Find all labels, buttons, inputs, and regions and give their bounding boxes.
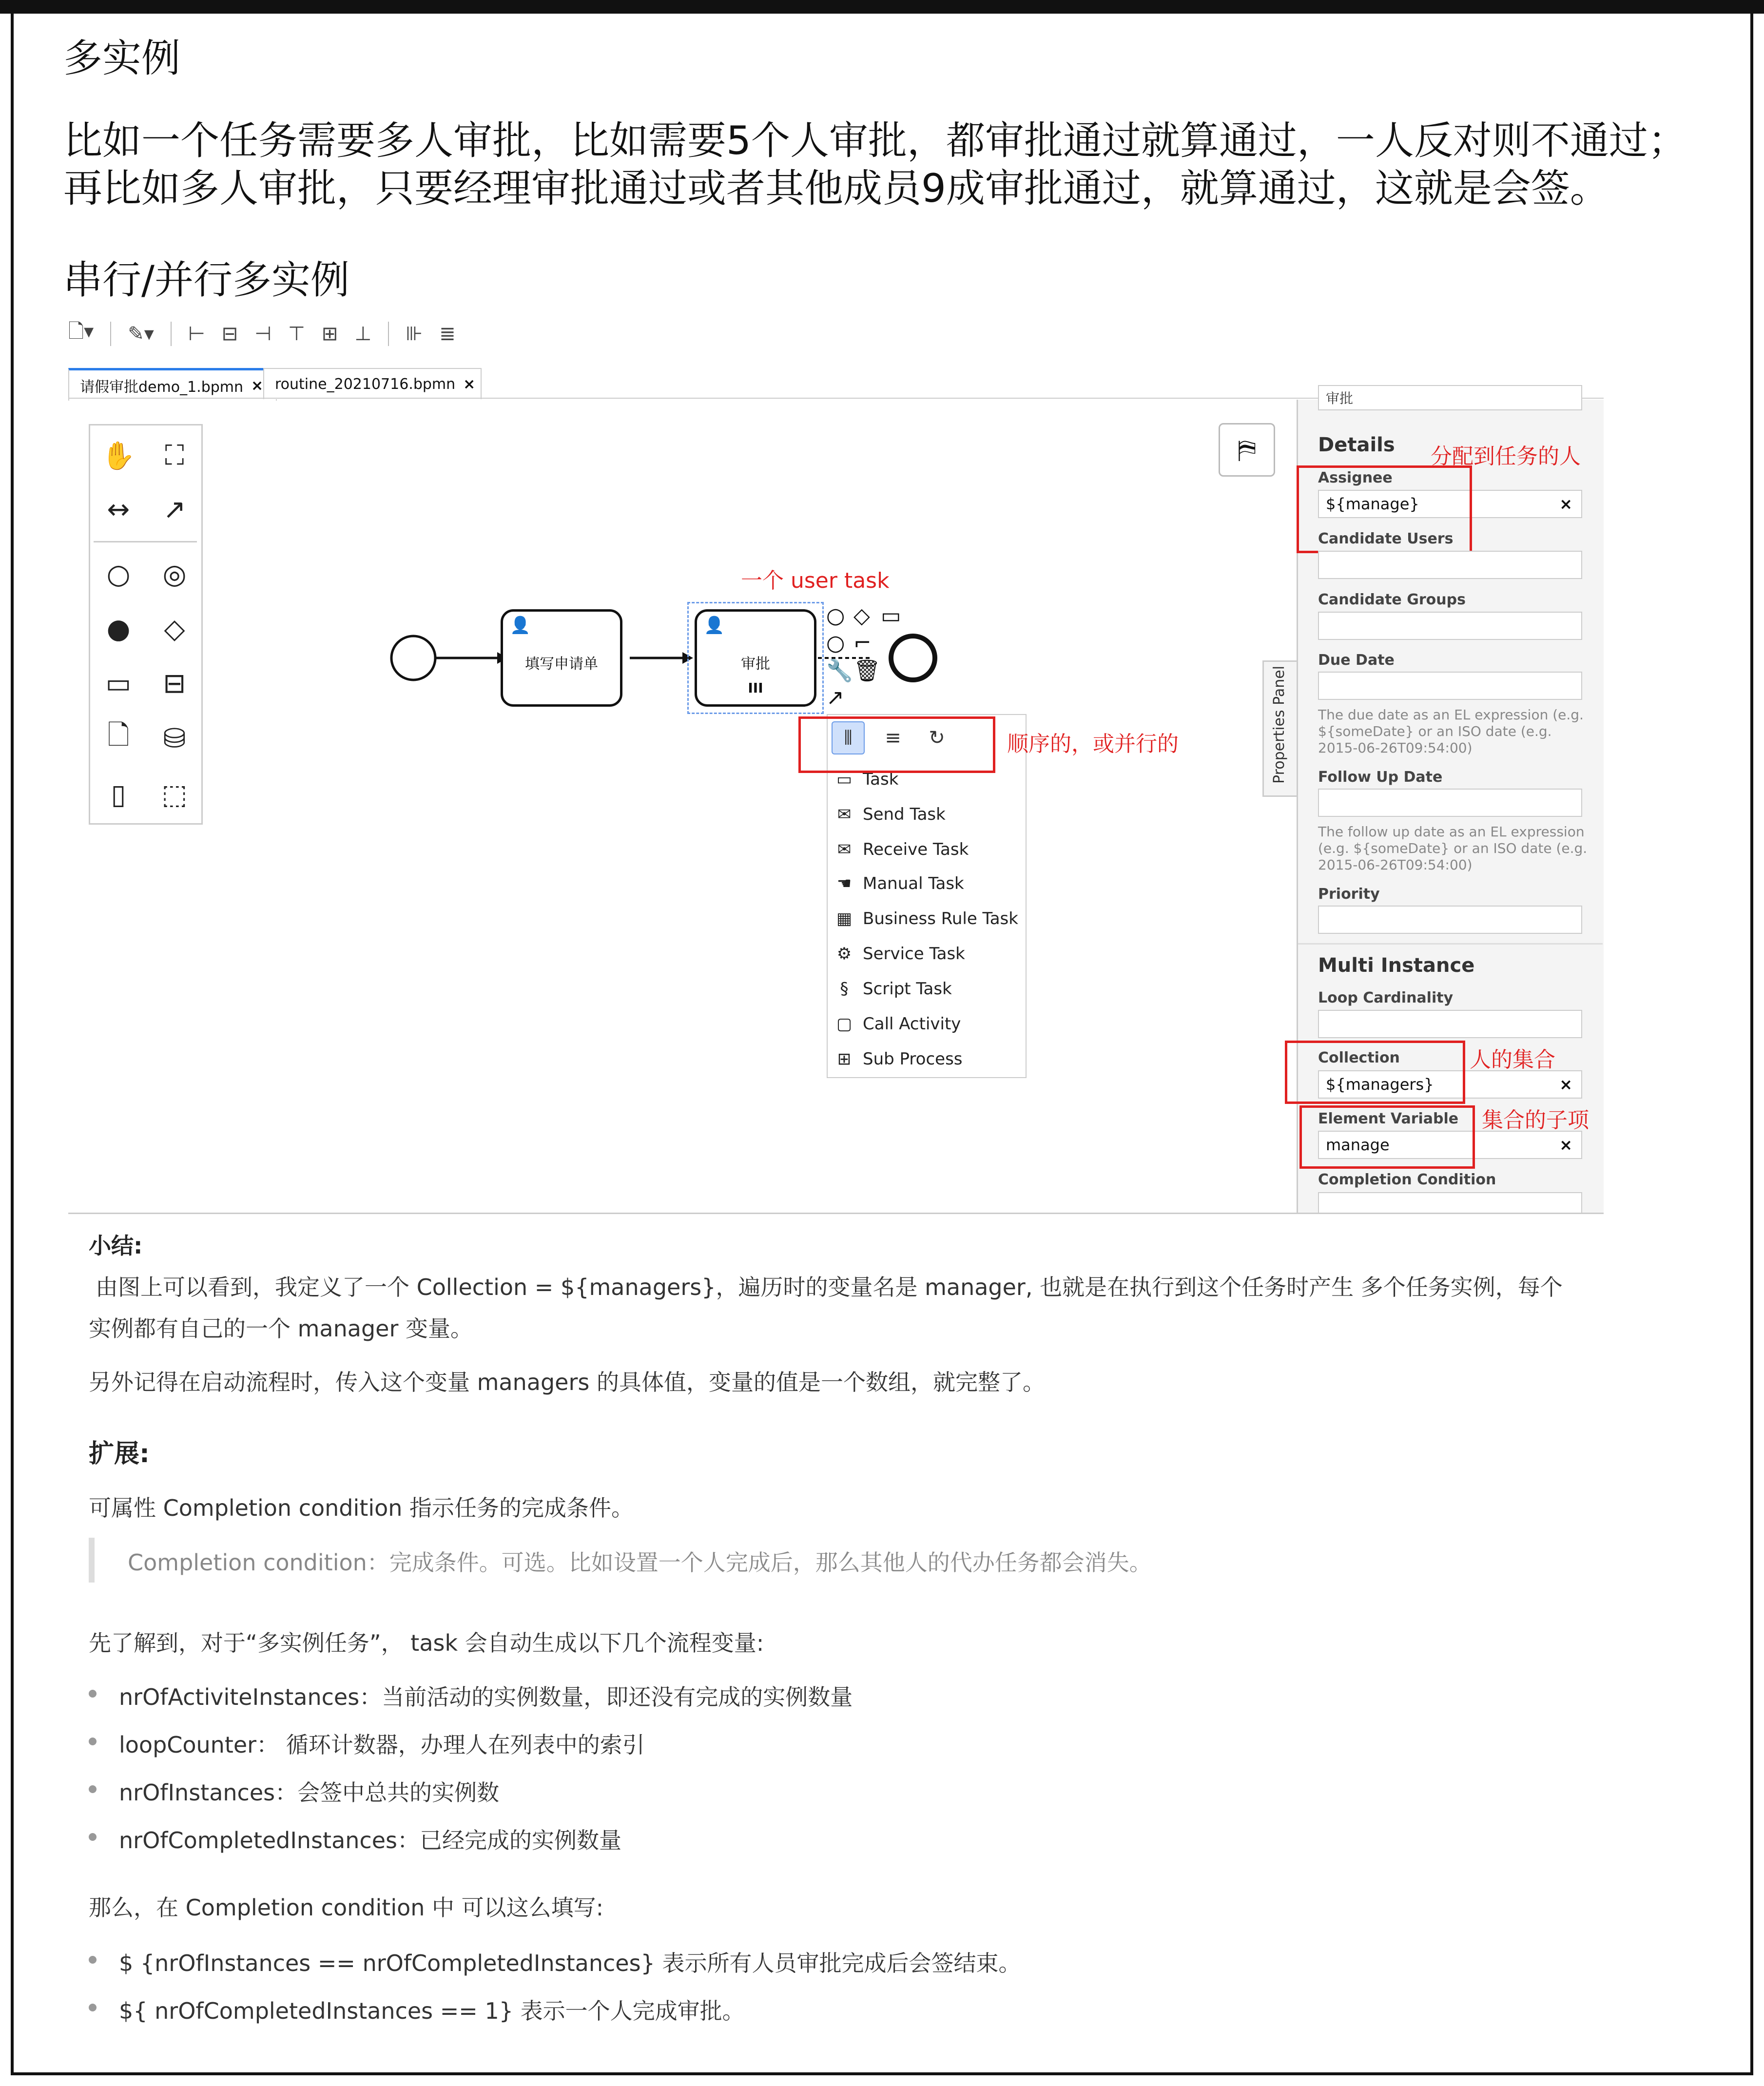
loop-type-highlight (798, 716, 995, 773)
candidate-users-input[interactable] (1318, 551, 1582, 579)
screenshot-bottom-edge (68, 1213, 1604, 1214)
task-label: 审批 (741, 656, 770, 673)
loop-cardinality-input[interactable] (1318, 1010, 1582, 1038)
connect-tool-icon[interactable]: ↗ (163, 493, 186, 525)
assignee-annotation: 分配到任务的人 (1431, 444, 1581, 469)
pool-icon[interactable]: ▯ (111, 778, 126, 811)
align-center-icon[interactable]: ⊟ (221, 323, 238, 345)
distribute-vertical-icon[interactable]: ≣ (439, 323, 456, 345)
data-store-icon[interactable]: ⛁ (163, 722, 186, 754)
task-fill-form[interactable] (501, 609, 622, 707)
quote-text: Completion condition：完成条件。可选。比如设置一个人完成后，那么其他人的代办任务都会消失。 (128, 1549, 1152, 1576)
menu-item[interactable]: ⊞ Sub Process (834, 1049, 963, 1069)
element-variable-annotation: 集合的子项 (1482, 1108, 1589, 1133)
name-field[interactable]: 审批 (1318, 385, 1582, 410)
element-variable-input[interactable]: manage × (1318, 1131, 1582, 1159)
sequence-parallel-annotation: 顺序的，或并行的 (1007, 732, 1179, 756)
multi-instance-title: Multi Instance (1318, 954, 1475, 977)
assignee-input[interactable]: ${manage} × (1318, 490, 1582, 518)
service-task-icon: ⚙ (836, 944, 852, 964)
var-item: nrOfInstances：会签中总共的实例数 (119, 1779, 500, 1806)
loop-cardinality-label: Loop Cardinality (1318, 989, 1454, 1006)
page-title: 多实例 (63, 36, 180, 81)
end-event-icon[interactable]: ○ (826, 603, 845, 628)
align-top-icon[interactable]: ⊤ (288, 323, 305, 345)
menu-item[interactable]: § Script Task (834, 979, 952, 999)
trash-icon[interactable]: 🗑 (853, 658, 881, 683)
space-tool-icon[interactable]: ↔ (107, 493, 130, 525)
quote-bar (89, 1538, 95, 1583)
section-subtitle: 串行/并行多实例 (63, 257, 349, 303)
summary-line-2: 实例都有自己的一个 manager 变量。 (89, 1315, 473, 1342)
menu-item[interactable]: ▦ Business Rule Task (834, 909, 1018, 928)
extension-line-1: 可属性 Completion condition 指示任务的完成条件。 (89, 1495, 634, 1521)
follow-up-label: Follow Up Date (1318, 769, 1443, 786)
multi-instance-marker: III (748, 680, 763, 696)
menu-item[interactable]: ▭ Task (834, 770, 898, 789)
task-label: 填写申请单 (525, 656, 598, 673)
user-icon: 👤 (510, 616, 531, 635)
task-icon[interactable]: ▭ (881, 603, 901, 628)
palette-divider (94, 541, 197, 542)
candidate-users-label: Candidate Users (1318, 530, 1454, 547)
assignee-label: Assignee (1318, 469, 1393, 486)
completion-condition-input[interactable] (1318, 1192, 1582, 1213)
collection-input[interactable]: ${managers} × (1318, 1070, 1582, 1099)
due-date-help: The due date as an EL expression (e.g. ${someDate} or an ISO date (e.g. 2015-06-26T09:54:00) (1318, 707, 1584, 756)
extension-title: 扩展: (89, 1439, 150, 1468)
group-icon[interactable]: ⬚ (161, 778, 188, 811)
receive-task-icon: ✉ (837, 840, 852, 859)
lasso-tool-icon[interactable]: ⛶ (165, 440, 184, 471)
gateway-icon[interactable]: ◇ (853, 603, 870, 628)
send-task-icon: ✉ (837, 805, 852, 824)
example-item: $ {nrOfInstances == nrOfCompletedInstances} 表示所有人员审批完成后会签结束。 (119, 1950, 1021, 1976)
follow-up-input[interactable] (1318, 789, 1582, 817)
element-variable-highlight (1299, 1105, 1475, 1169)
bullet-icon (89, 1956, 97, 1964)
clear-icon[interactable]: × (1559, 1136, 1572, 1154)
end-event-icon[interactable]: ● (106, 613, 131, 645)
toolbar-divider (388, 322, 389, 346)
var-item: nrOfCompletedInstances：已经完成的实例数量 (119, 1827, 621, 1854)
due-date-input[interactable] (1318, 672, 1582, 700)
paint-icon[interactable]: ✎▾ (128, 323, 154, 345)
new-file-icon[interactable]: 🗋▾ (68, 320, 94, 343)
map-icon[interactable]: ⛿ (1219, 423, 1275, 477)
tab-leave-demo[interactable] (68, 368, 277, 401)
business-rule-task-icon: ▦ (836, 909, 853, 928)
follow-up-help: The follow up date as an EL expression (e.g. ${someDate} or an ISO date (e.g. 2015-06-26T09:54:00) (1318, 824, 1588, 873)
bullet-icon (89, 1690, 97, 1698)
editor-toolbar (68, 319, 456, 348)
intro-paragraph (63, 117, 1687, 212)
collection-label: Collection (1318, 1049, 1400, 1066)
subprocess-icon[interactable]: ⊟ (163, 667, 186, 699)
annotation-icon[interactable]: ⌐ (853, 631, 872, 656)
bullet-icon (89, 2004, 97, 2011)
menu-item[interactable]: ▢ Call Activity (834, 1014, 961, 1034)
tab-label: routine_20210716.bpmn (275, 375, 456, 393)
menu-item[interactable]: ⚙ Service Task (834, 944, 965, 964)
manual-task-icon: ☚ (836, 874, 852, 893)
candidate-groups-input[interactable] (1318, 612, 1582, 640)
data-object-icon[interactable]: 🗋 (107, 719, 130, 751)
candidate-groups-label: Candidate Groups (1318, 591, 1466, 608)
task-icon[interactable]: ▭ (105, 667, 132, 699)
hand-tool-icon[interactable]: ✋ (101, 440, 136, 472)
tab-routine[interactable] (263, 368, 482, 399)
priority-input[interactable] (1318, 906, 1582, 934)
extension-line-2: 先了解到，对于“多实例任务”， task 会自动生成以下几个流程变量: (89, 1630, 764, 1656)
menu-item[interactable]: ✉ Send Task (834, 805, 946, 824)
summary-line-3: 另外记得在启动流程时，传入这个变量 managers 的具体值，变量的值是一个数组，就完整了。 (89, 1369, 1045, 1395)
clear-icon[interactable]: × (1559, 495, 1572, 513)
completion-condition-label: Completion Condition (1318, 1171, 1496, 1188)
tab-label: 请假审批demo_1.bpmn (80, 379, 244, 396)
parallel-multi-instance-icon[interactable]: ⦀ (832, 721, 865, 754)
summary-title: 小结: (89, 1233, 143, 1259)
summary-line-1: 由图上可以看到，我定义了一个 Collection = ${managers}，遍历时的变量名是 manager, 也就是在执行到这个任务时产生 多个任务实例，每个 (96, 1274, 1563, 1300)
intermediate-event-icon[interactable]: ◎ (162, 558, 187, 590)
collection-highlight (1285, 1041, 1465, 1104)
priority-label: Priority (1318, 886, 1380, 903)
var-item: loopCounter： 循环计数器，办理人在列表中的索引 (119, 1732, 645, 1758)
var-item: nrOfActiviteInstances：当前活动的实例数量，即还没有完成的实例数量 (119, 1684, 853, 1710)
assignee-highlight (1297, 465, 1472, 553)
intro-line-1: 比如一个任务需要多人审批，比如需要5个人审批，都审批通过就算通过，一人反对则不通过； (63, 118, 1687, 163)
align-middle-icon[interactable]: ⊞ (321, 323, 338, 345)
align-left-icon[interactable]: ⊢ (188, 323, 205, 345)
bullet-icon (89, 1738, 97, 1745)
extension-line-3: 那么，在 Completion condition 中 可以这么填写: (89, 1894, 604, 1921)
start-event[interactable] (391, 636, 435, 680)
user-task-annotation: 一个 user task (741, 568, 890, 593)
user-icon: 👤 (704, 616, 725, 635)
connect-arrow-icon[interactable]: ↗ (826, 685, 844, 710)
context-pad (826, 603, 908, 713)
collection-annotation: 人的集合 (1470, 1047, 1555, 1072)
align-right-icon[interactable]: ⊣ (254, 323, 272, 345)
bullet-icon (89, 1785, 97, 1793)
sequential-multi-instance-icon[interactable]: ≡ (885, 727, 901, 749)
close-icon[interactable]: × (251, 377, 264, 394)
wrench-icon[interactable]: 🔧 (826, 658, 853, 683)
task-approve[interactable] (695, 609, 816, 707)
intro-line-2: 再比如多人审批，只要经理审批通过或者其他成员9成审批通过，就算通过，这就是会签。 (63, 166, 1609, 211)
menu-item[interactable]: ☚ Manual Task (834, 874, 964, 893)
align-bottom-icon[interactable]: ⊥ (354, 323, 372, 345)
loop-icon[interactable]: ↻ (929, 727, 945, 749)
toolbar-divider (171, 322, 172, 346)
script-task-icon: § (840, 979, 849, 999)
toolbar-divider (110, 322, 111, 346)
start-event-icon[interactable]: ○ (106, 558, 131, 590)
element-variable-label: Element Variable (1318, 1110, 1459, 1127)
properties-panel-toggle[interactable]: Properties Panel (1262, 660, 1298, 797)
intermediate-event-icon[interactable]: ○ (826, 631, 845, 656)
call-activity-icon: ▢ (836, 1014, 853, 1034)
bullet-icon (89, 1833, 97, 1841)
details-title: Details (1318, 434, 1395, 456)
section-divider (1298, 943, 1603, 945)
gateway-icon[interactable]: ◇ (164, 613, 185, 645)
due-date-label: Due Date (1318, 652, 1395, 669)
menu-item[interactable]: ✉ Receive Task (834, 840, 969, 859)
clear-icon[interactable]: × (1559, 1075, 1572, 1094)
sub-process-icon: ⊞ (837, 1049, 852, 1069)
close-icon[interactable]: × (463, 375, 476, 393)
task-icon: ▭ (836, 770, 853, 789)
example-item: ${ nrOfCompletedInstances == 1} 表示一个人完成审批。 (119, 1998, 745, 2024)
distribute-horizontal-icon[interactable]: ⊪ (406, 323, 423, 345)
